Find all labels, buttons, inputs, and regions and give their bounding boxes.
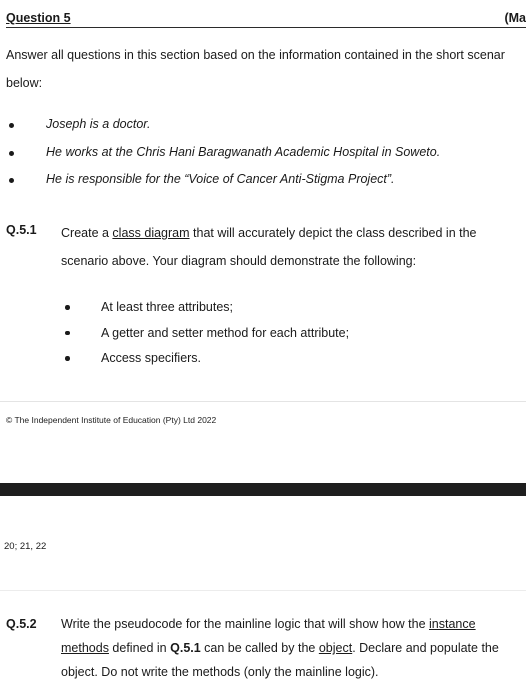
intro-line-1: Answer all questions in this section based on the information contained in the short scenar (6, 48, 505, 62)
list-item (0, 348, 526, 374)
list-item (0, 114, 526, 142)
question-header (6, 10, 526, 28)
page-break-bar (0, 483, 526, 496)
list-item (0, 323, 526, 349)
bullet-icon (9, 178, 14, 183)
scenario-list (0, 114, 526, 197)
question-title: Question 5 (6, 11, 71, 25)
page-number: 20; 21, 22 (4, 541, 47, 552)
list-item (0, 142, 526, 170)
page-divider (0, 590, 526, 591)
bullet-icon (65, 305, 70, 310)
bullet-icon (65, 356, 70, 361)
scenario-item-text: Joseph is a doctor. (46, 117, 151, 131)
question-text-part: can be called by the (200, 641, 319, 655)
question-number: Q.5.2 (6, 617, 37, 631)
question-text-part: that will accurately depict the class described in the scenario above. Your diagram should demonstrate the following: (61, 226, 477, 268)
copyright-footer: © The Independent Institute of Education (Pty) Ltd 2022 (6, 415, 217, 425)
instance-methods-term: instance methods (61, 617, 476, 655)
question-text-part: . Declare and populate the object. Do not write the methods (only the mainline logic). (61, 641, 499, 679)
list-item (0, 297, 526, 323)
requirement-text: Access specifiers. (101, 351, 202, 365)
requirement-text: At least three attributes; (101, 300, 234, 314)
question-text-part: Write the pseudocode for the mainline logic that will show how the (61, 617, 430, 631)
question-text (61, 612, 521, 684)
question-text (61, 219, 521, 275)
intro-paragraph (6, 41, 526, 97)
list-item (0, 169, 526, 197)
question-marks: (Ma (504, 11, 526, 25)
scenario-item-text: He is responsible for the “Voice of Cancer Anti-Stigma Project”. (46, 172, 395, 186)
bullet-icon (9, 151, 14, 156)
scenario-item-text: He works at the Chris Hani Baragwanath Academic Hospital in Soweto. (46, 144, 441, 159)
question-reference: Q.5.1 (170, 641, 201, 655)
intro-line-2: below: (6, 76, 43, 90)
requirements-list (0, 297, 526, 374)
page-divider (0, 401, 526, 402)
bullet-icon (65, 331, 70, 336)
requirement-text: A getter and setter method for each attribute; (101, 325, 350, 340)
question-text-part: Create a (61, 226, 113, 240)
object-term: object (318, 641, 353, 655)
question-number: Q.5.1 (6, 223, 37, 237)
question-text-part: defined in (108, 641, 171, 655)
bullet-icon (9, 123, 14, 128)
class-diagram-term: class diagram (112, 226, 190, 240)
